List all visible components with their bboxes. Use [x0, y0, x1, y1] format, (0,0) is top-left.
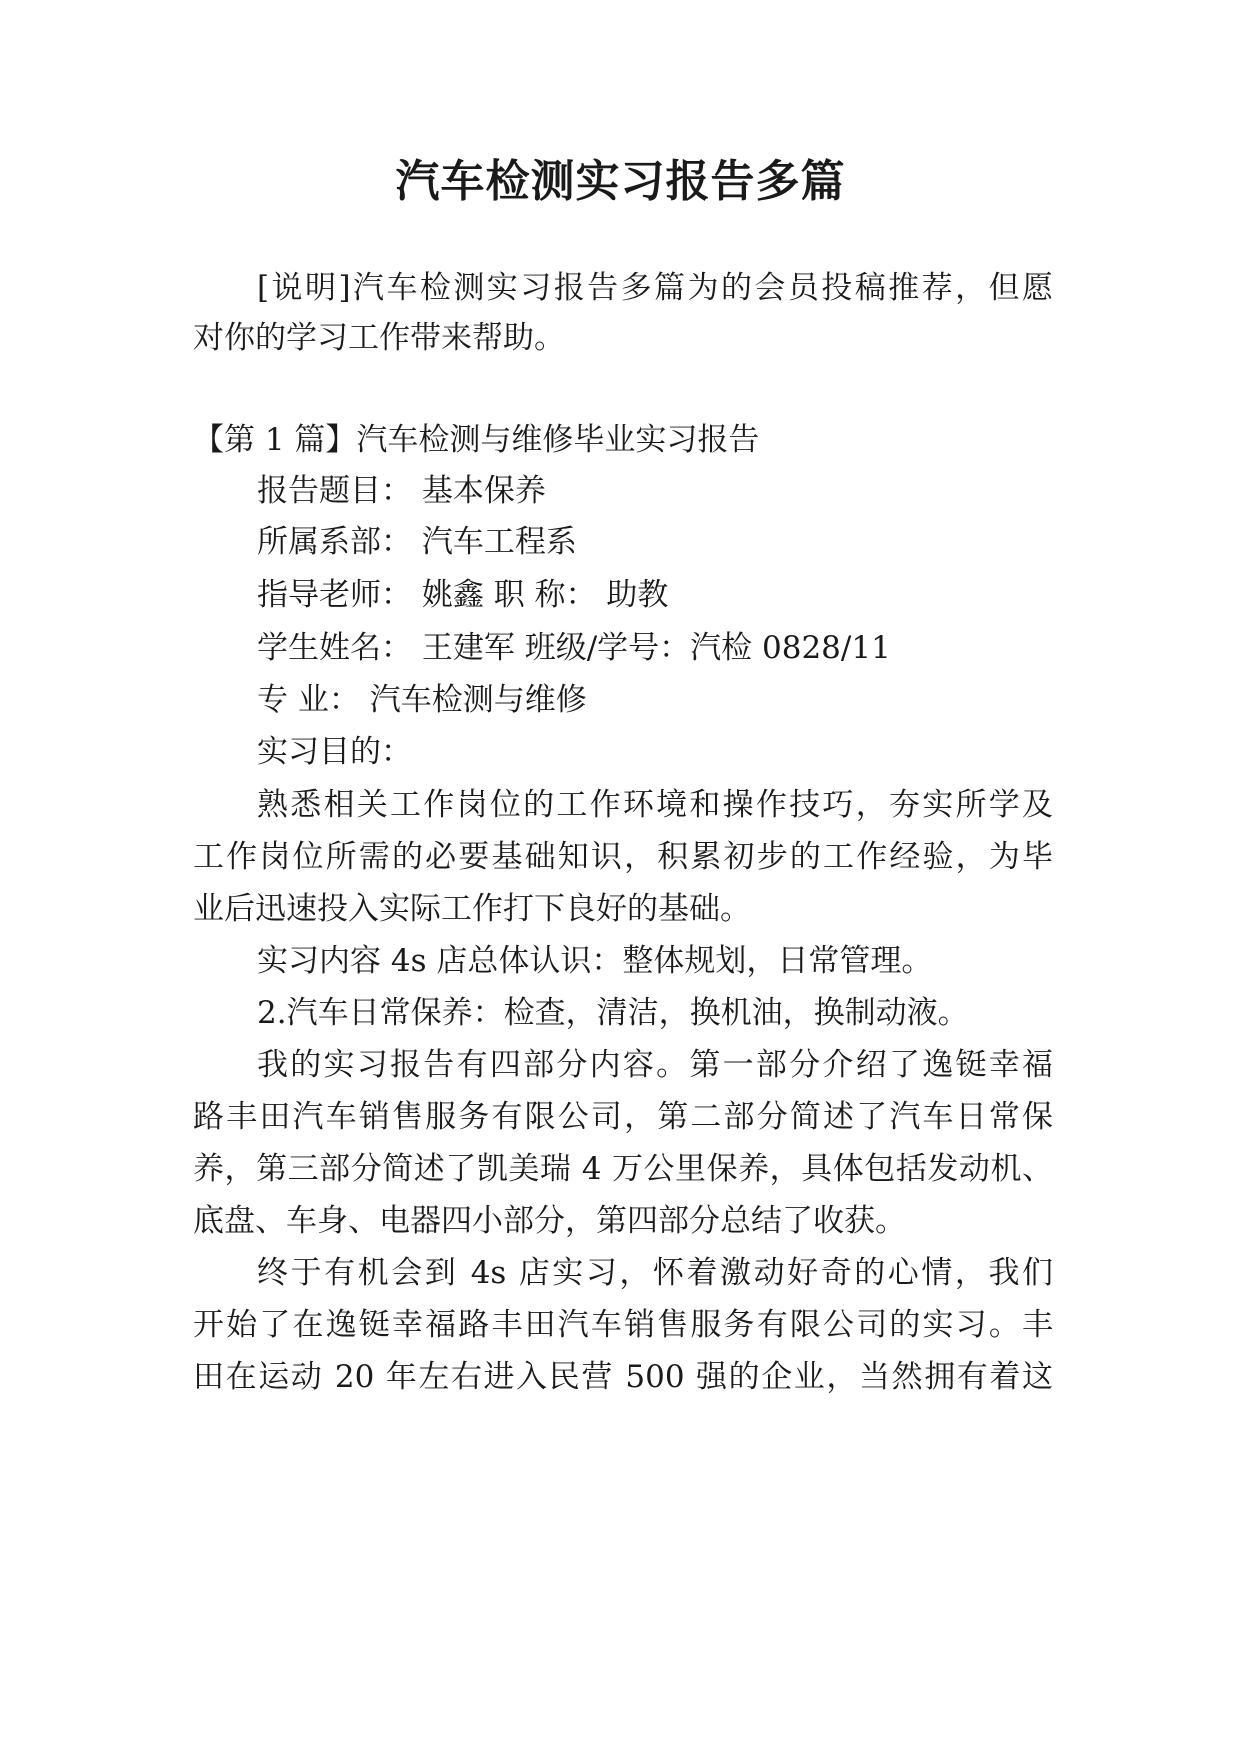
student-name: 学生姓名： 王建军 班级/学号：汽检 0828/11 [257, 630, 891, 666]
purpose-heading: 实习目的： [257, 734, 412, 770]
body-line: 熟悉相关工作岗位的工作环境和操作技巧，夯实所学及 [257, 787, 1053, 823]
body-line: 底盘、车身、电器四小部分，第四部分总结了收获。 [193, 1203, 906, 1239]
intro-line-1: [说明]汽车检测实习报告多篇为的会员投稿推荐，但愿 [257, 270, 1053, 306]
body-line: 我的实习报告有四部分内容。第一部分介绍了逸铤幸福 [257, 1047, 1053, 1083]
major: 专 业： 汽车检测与维修 [257, 682, 587, 718]
body-line: 路丰田汽车销售服务有限公司，第二部分简述了汽车日常保 [193, 1099, 1053, 1135]
body-line: 2.汽车日常保养：检查，清洁，换机油，换制动液。 [257, 995, 969, 1031]
document-title: 汽车检测实习报告多篇 [395, 156, 846, 207]
body-line: 田在运动 20 年左右进入民营 500 强的企业，当然拥有着这 [193, 1359, 1053, 1395]
body-line: 终于有机会到 4s 店实习，怀着激动好奇的心情，我们 [257, 1255, 1053, 1291]
intro-line-2: 对你的学习工作带来帮助。 [193, 320, 565, 356]
advisor: 指导老师： 姚鑫 职 称： 助教 [257, 577, 669, 613]
body-line: 开始了在逸铤幸福路丰田汽车销售服务有限公司的实习。丰 [193, 1307, 1053, 1343]
body-line: 工作岗位所需的必要基础知识，积累初步的工作经验，为毕 [193, 839, 1053, 875]
report-topic: 报告题目： 基本保养 [257, 473, 546, 509]
body-line: 实习内容 4s 店总体认识：整体规划，日常管理。 [257, 943, 933, 979]
body-line: 养，第三部分简述了凯美瑞 4 万公里保养，具体包括发动机、 [193, 1151, 1053, 1187]
body-line: 业后迅速投入实际工作打下良好的基础。 [193, 891, 751, 927]
section-heading: 【第 1 篇】汽车检测与维修毕业实习报告 [193, 422, 760, 458]
department: 所属系部： 汽车工程系 [257, 524, 577, 560]
